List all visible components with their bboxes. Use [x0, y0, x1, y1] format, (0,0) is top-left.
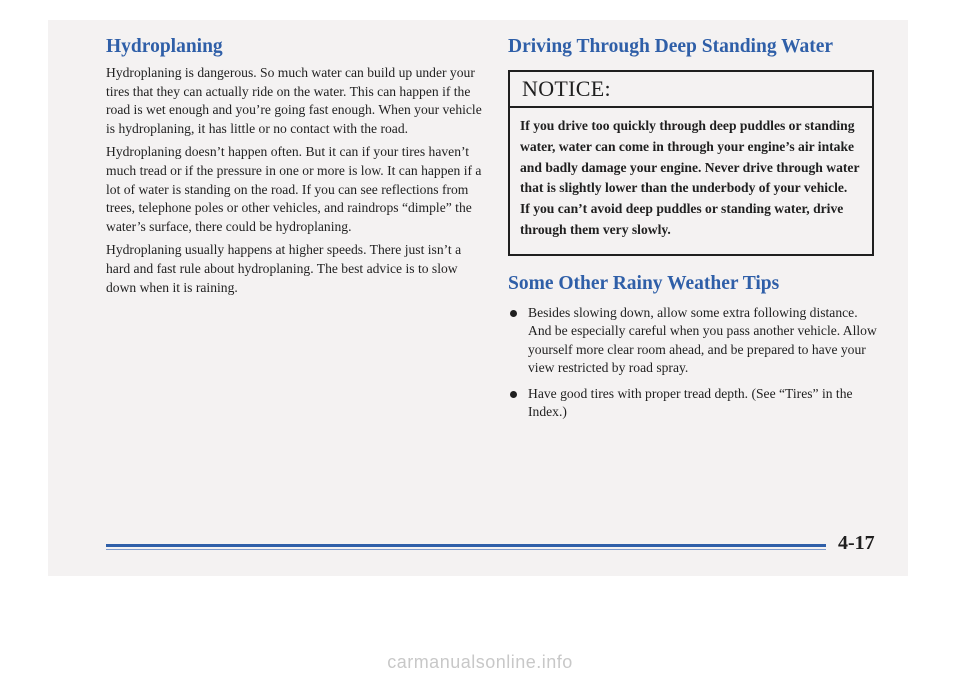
right-column — [508, 34, 878, 428]
bullet-icon — [510, 391, 517, 398]
hydroplaning-paragraph-1: Hydroplaning is dangerous. So much water can build up under your tires that they can actually ride on the water. This can happen if the road is wet enough and you’re going fast enough. When your vehicle is hydroplaning, it has little or no contact with the road. — [106, 65, 482, 136]
list-item — [508, 385, 878, 422]
hydroplaning-paragraph-3: Hydroplaning usually happens at higher speeds. There just isn’t a hard and fast rule about hydroplaning. The best advice is to slow down when it is raining. — [106, 242, 462, 295]
footer-rule-thin — [106, 549, 826, 550]
watermark: carmanualsonline.info — [387, 652, 573, 672]
hydroplaning-heading: Hydroplaning — [106, 36, 223, 57]
tip-text-2: Have good tires with proper tread depth. (See “Tires” in the Index.) — [528, 385, 853, 420]
notice-body: If you drive too quickly through deep puddles or standing water, water can come in through your engine’s air intake and badly damage your engine. Never drive through water that is slightly lower than the underbody of your vehicle. If you can’t avoid deep puddles or standing water, drive through them very slowly. — [520, 118, 860, 237]
tip-text-1: Besides slowing down, allow some extra following distance. And be especially careful when you pass another vehicle. Allow yourself more clear room ahead, and be prepared to have your view restricted by road spray. — [528, 305, 877, 376]
hydroplaning-paragraph-2: Hydroplaning doesn’t happen often. But it can if your tires haven’t much tread or if the pressure in one or more is low. It can happen if a lot of water is standing on the road. If you can see reflections from trees, telephone poles or other vehicles, and raindrops “dimple” the water’s surface, there could be hydroplaning. — [106, 144, 482, 234]
manual-page — [48, 20, 908, 576]
notice-title: NOTICE: — [510, 72, 872, 108]
rainy-tips-heading: Some Other Rainy Weather Tips — [508, 273, 780, 294]
bullet-icon — [510, 310, 517, 317]
deep-water-heading: Driving Through Deep Standing Water — [508, 36, 834, 57]
tips-list — [508, 304, 878, 421]
footer-rule — [106, 544, 826, 547]
notice-box — [508, 70, 874, 256]
left-column — [106, 34, 484, 302]
page-number: 4-17 — [838, 532, 875, 554]
list-item — [508, 304, 878, 378]
